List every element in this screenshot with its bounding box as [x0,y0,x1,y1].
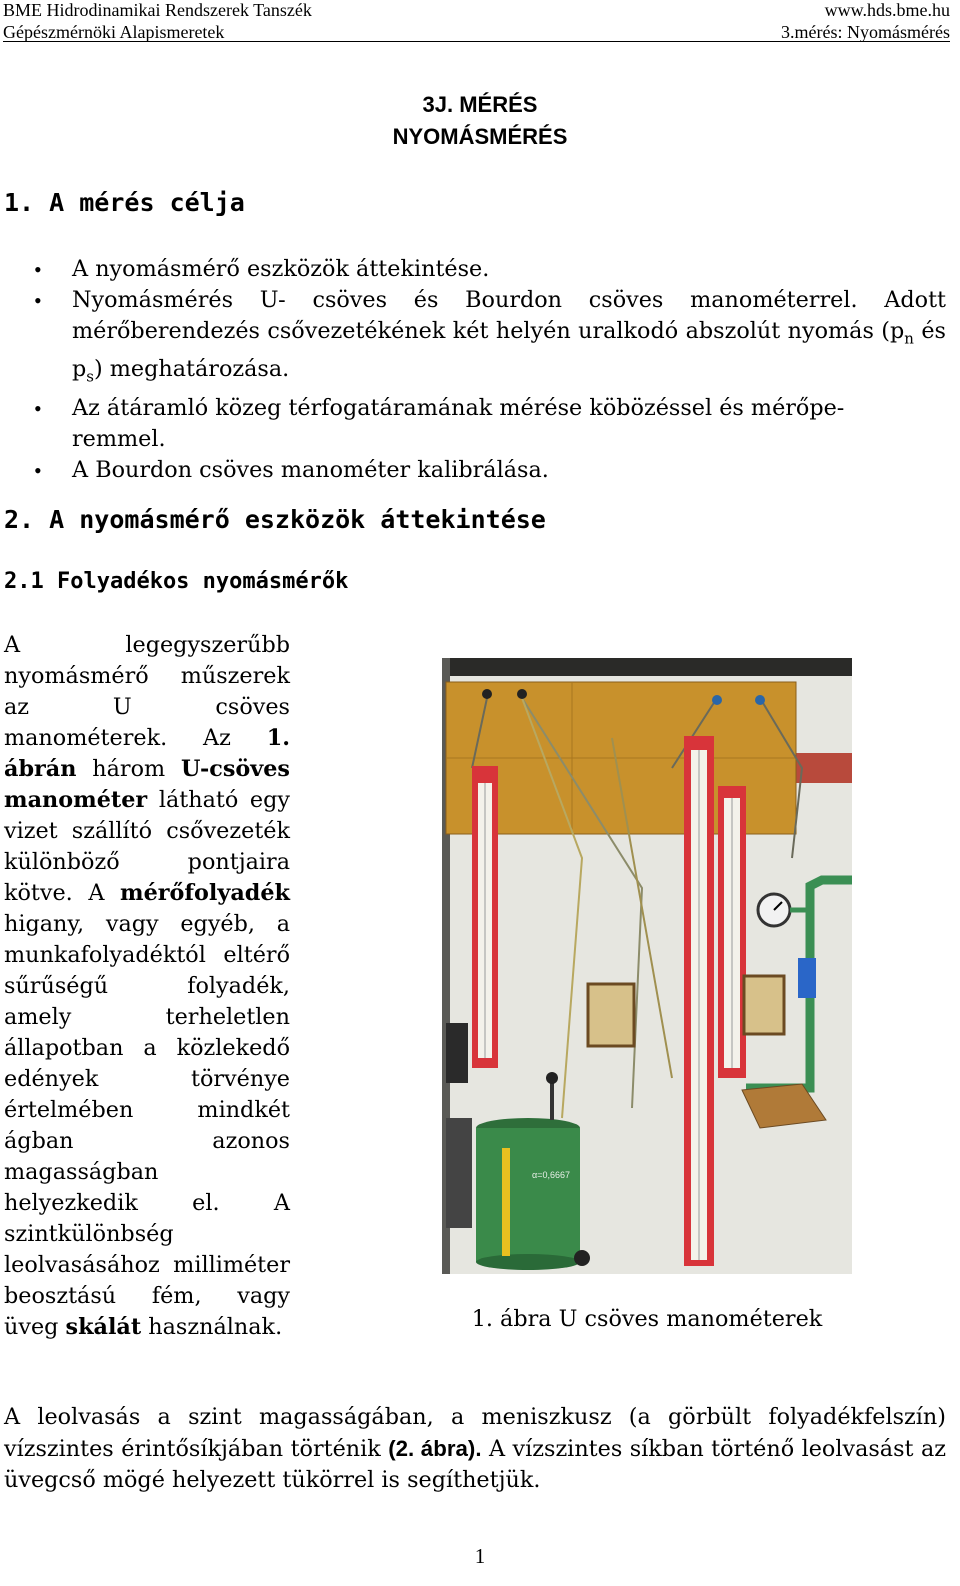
para-bold: skálát [65,1314,142,1340]
valve-fitting [482,689,492,699]
wall-picture [744,976,784,1034]
goal-item: • Az átáramló közeg térfogatáramának mérése köbözéssel és mérőpe- remmel. [34,393,946,455]
header-department: BME Hidrodinamikai Rendszerek Tanszék [3,0,312,20]
goal-item: • A nyomásmérő eszközök áttekintése. [34,254,946,285]
valve-fitting [712,695,722,705]
para-text: három [76,756,181,782]
header-rule [3,41,950,42]
section-2-heading: 2. A nyomásmérő eszközök áttekintése [4,505,546,534]
tank-level-gauge [502,1148,510,1256]
page-number: 1 [474,1544,486,1568]
header-website: www.hds.bme.hu [824,0,950,20]
tank-label: α=0,6667 [532,1170,570,1180]
para-bold: 1. ábrán [4,725,290,782]
doc-title-line-1: 3J. MÉRÉS [422,92,538,117]
doc-title-line-2: NYOMÁSMÉRÉS [392,124,568,149]
header-course: Gépészmérnöki Alapismeretek [3,22,225,42]
liquid-manometer-paragraph [4,630,290,1343]
tank-body [476,1128,580,1262]
wall-picture [588,984,634,1046]
blue-valve [798,958,816,998]
para-text: A vízszintes síkban történő leolvasást az üvegcső mögé helyezett tükörrel is segíthetjük. [4,1436,946,1493]
goal-item [34,285,946,393]
section-2-1-heading: 2.1 Folyadékos nyomásmérők [4,569,349,594]
weight [574,1250,590,1266]
valve-handle [546,1072,558,1084]
floor-equipment [446,1118,472,1228]
goal-list [34,254,946,486]
u-tube-manometer-photo [442,658,852,1274]
para-text: használnak. [141,1314,283,1340]
para-bold: U-csöves manométer [4,756,290,813]
goal-item-text-a: Nyomásmérés U- csöves és Bourdon csöves manométerrel. Adott mérőberendezés csővezetékének két helyén uralkodó abszolút nyomás ($p_n$ és $p_s$) meghatározása. [72,287,946,386]
para-text: látható egy vizet szállító csővezeték különböző pontjaira kötve. A [4,787,290,906]
para-bold: (2. ábra). [388,1436,482,1461]
section-1-heading: 1. A mérés célja [4,188,245,217]
para-bold: mérőfolyadék [120,880,290,906]
figure-caption: 1. ábra U csöves manométerek [471,1306,823,1332]
para-text: A leolvasás a szint magasságában, a meniszkusz (a görbült folyadékfelszín) vízszintes érintősíkjában történik [4,1404,946,1462]
valve-fitting [755,695,765,705]
para-text: A legegyszerűbb nyomásmérő műszerek az U csöves manométerek. Az [4,632,290,751]
header-measurement: 3.mérés: Nyomásmérés [781,22,950,42]
ceiling-shadow [442,658,852,676]
para-text: higany, vagy egyéb, a munkafolyadéktól eltérő sűrűségű folyadék, amely terheletlen állapotban a közlekedő edények törvénye értelmében mindkét ágban azonos magasságban helyezkedik el. A szintkülönbség leolvasásához milliméter beosztású fém, vagy üveg [4,911,290,1340]
reading-paragraph [4,1402,946,1496]
goal-item: • A Bourdon csöves manométer kalibrálása. [34,455,946,486]
valve-fitting [517,689,527,699]
tank-bottom [476,1254,580,1270]
electrical-box [446,1023,468,1083]
